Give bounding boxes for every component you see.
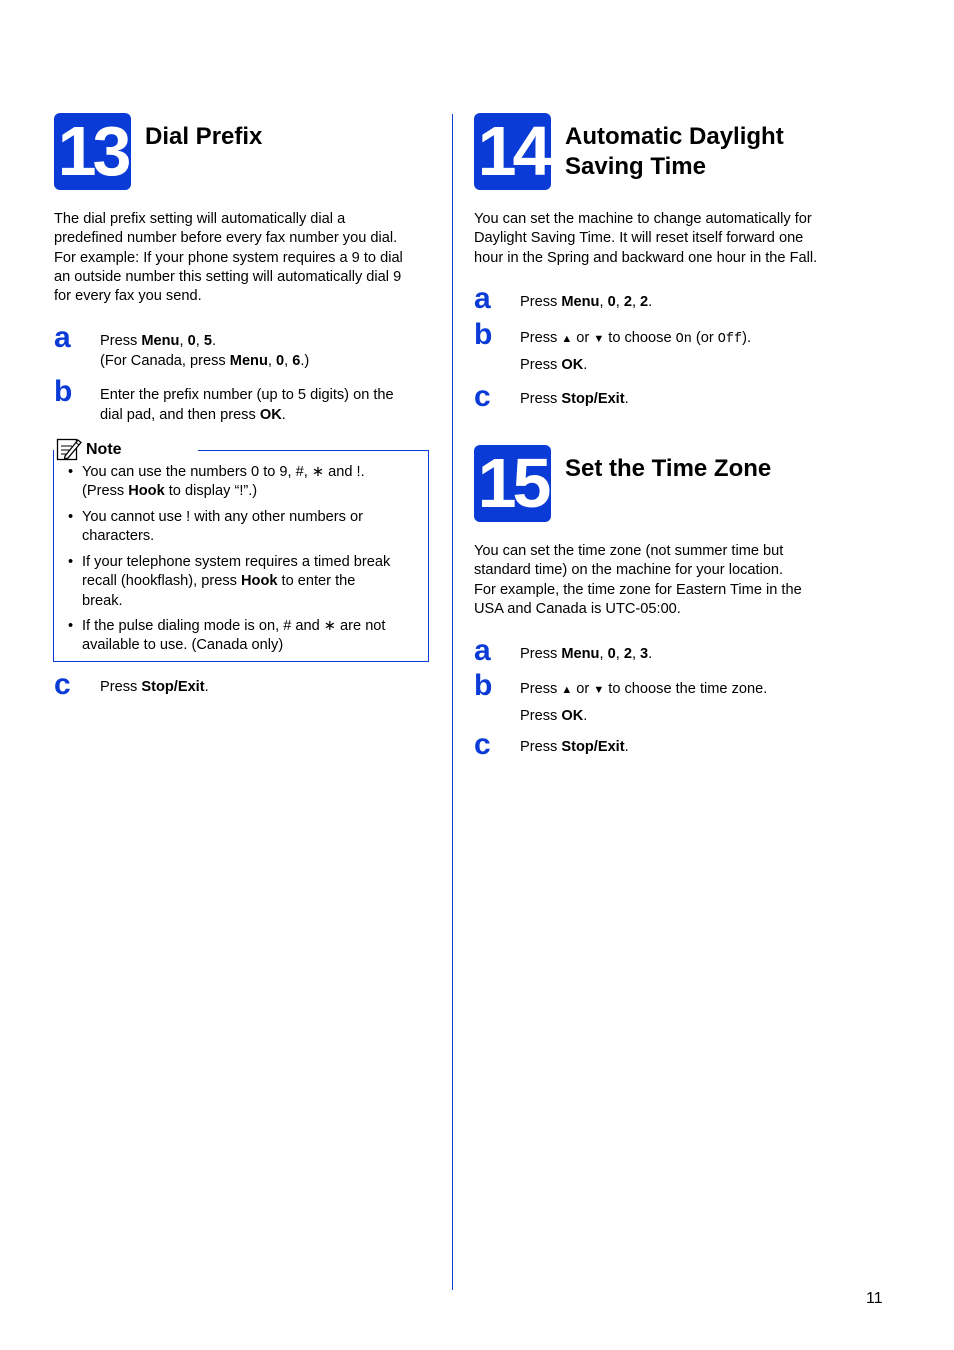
step-15-badge: 15 (474, 445, 551, 522)
down-arrow-icon: ▼ (593, 684, 605, 696)
step-13-intro: The dial prefix setting will automatically dial a predefined number before every fax number you dial. For example: If your phone system requires a 9 to dial an outside number this setting will automatically dial 9 for every fax you send. (54, 211, 403, 305)
step-14c-text: Press Stop/Exit. (520, 391, 629, 407)
step-13-title: Dial Prefix (145, 123, 263, 150)
step-13a-letter: a (54, 321, 71, 354)
step-14a-text: Press Menu, 0, 2, 2. (520, 294, 653, 310)
down-arrow-icon: ▼ (593, 333, 605, 345)
note-item-4: If the pulse dialing mode is on, # and ∗ are not available to use. (Canada only) (82, 618, 386, 654)
step-15a-text: Press Menu, 0, 2, 3. (520, 646, 653, 662)
bullet-4: • (68, 618, 74, 634)
up-arrow-icon: ▲ (561, 684, 573, 696)
note-label: Note (86, 441, 122, 458)
step-14c-letter: c (474, 380, 491, 413)
note-item-3: If your telephone system requires a timed break recall (hookflash), press Hook to enter the break. (82, 554, 391, 609)
bullet-1: • (68, 464, 74, 480)
step-15c-text: Press Stop/Exit. (520, 739, 629, 755)
pencil-note-icon (56, 436, 82, 462)
step-15-intro: You can set the time zone (not summer time but standard time) on the machine for your location. For example, the time zone for Eastern Time in the USA and Canada is UTC-05:00. (474, 543, 802, 617)
page-number: 11 (866, 1290, 883, 1307)
step-14-intro: You can set the machine to change automatically for Daylight Saving Time. It will reset itself forward one hour in the Spring and backward one hour in the Fall. (474, 211, 818, 266)
step-13c-text: Press Stop/Exit. (100, 679, 209, 695)
step-14-badge: 14 (474, 113, 551, 190)
step-14b-letter: b (474, 318, 493, 351)
step-15-title: Set the Time Zone (565, 455, 772, 482)
note-item-2: You cannot use ! with any other numbers or characters. (82, 509, 363, 545)
step-14b-text: Press ▲ or ▼ to choose On (or Off). Press OK. (520, 330, 752, 373)
note-item-1: You can use the numbers 0 to 9, #, ∗ and !. (Press Hook to display “!”.) (82, 464, 365, 500)
bullet-2: • (68, 509, 74, 525)
up-arrow-icon: ▲ (561, 333, 573, 345)
step-14a-letter: a (474, 282, 491, 315)
step-15c-letter: c (474, 728, 491, 761)
step-13b-letter: b (54, 375, 73, 408)
step-13a-text: Press Menu, 0, 5. (For Canada, press Menu, 0, 6.) (100, 333, 310, 369)
step-13c-letter: c (54, 668, 71, 701)
step-15b-letter: b (474, 669, 493, 702)
step-15b-text: Press ▲ or ▼ to choose the time zone. Press OK. (520, 681, 768, 724)
step-14-title: Automatic Daylight Saving Time (565, 123, 784, 180)
column-divider (452, 114, 453, 1290)
step-15a-letter: a (474, 634, 491, 667)
bullet-3: • (68, 554, 74, 570)
note-top-rule (198, 450, 429, 451)
step-13b-text: Enter the prefix number (up to 5 digits) on the dial pad, and then press OK. (100, 387, 394, 423)
step-13-badge: 13 (54, 113, 131, 190)
